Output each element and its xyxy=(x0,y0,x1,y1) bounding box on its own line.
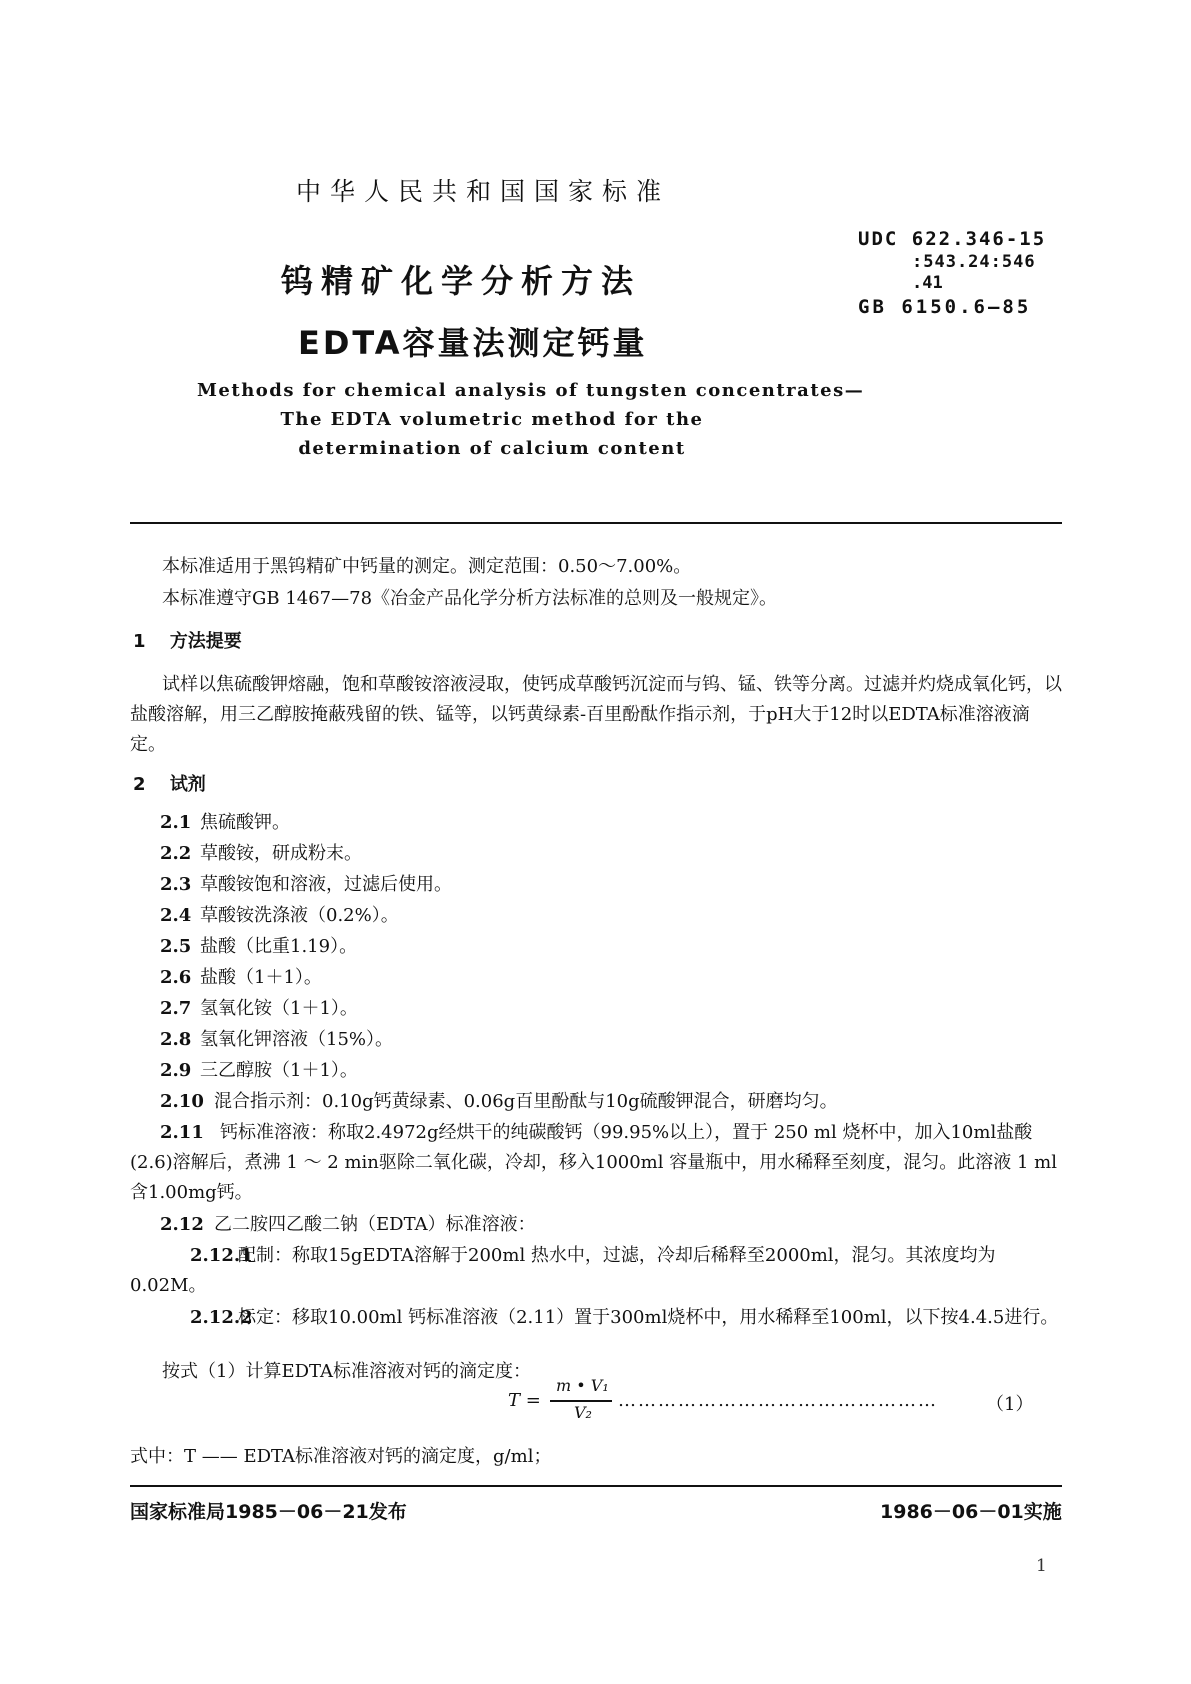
scope-paragraph: 本标准适用于黑钨精矿中钙量的测定。测定范围：0.50～7.00%。 xyxy=(162,556,692,577)
reagent-number: 2.8 xyxy=(160,1029,192,1050)
formula-numerator: m • V₁ xyxy=(556,1376,609,1395)
reagent-number: 2.7 xyxy=(160,998,192,1019)
implementation-date: 1986－06－01实施 xyxy=(880,1501,1062,1523)
section2-title: 试剂 xyxy=(169,774,206,795)
reagent-item xyxy=(160,963,322,989)
title-cn-line1: 钨精矿化学分析方法 xyxy=(281,262,642,300)
section1-body: 试样以焦硫酸钾熔融，饱和草酸铵溶液浸取，使钙成草酸钙沉淀而与钨、锰、铁等分离。过滤并灼烧成氧化钙，以盐酸溶解，用三乙醇胺掩蔽残留的铁、锰等，以钙黄绿素-百里酚酞作指示剂，于pH大于12时以EDTA标准溶液滴定。 xyxy=(130,674,1062,755)
reagent-number: 2.6 xyxy=(160,967,192,988)
section2-heading xyxy=(133,770,206,796)
header-divider xyxy=(130,522,1062,524)
page-number: 1 xyxy=(1036,1556,1047,1576)
section2-number: 2 xyxy=(133,774,146,795)
reagent-item xyxy=(160,1025,393,1051)
title-en-line2: The EDTA volumetric method for the xyxy=(280,409,704,430)
reagent-item-2-12-1 xyxy=(130,1241,1062,1301)
compliance-paragraph: 本标准遵守GB 1467—78《冶金产品化学分析方法标准的总则及一般规定》。 xyxy=(162,588,778,609)
reagent-text: 三乙醇胺（1＋1）。 xyxy=(200,1060,358,1081)
reagent-text: 焦硫酸钾。 xyxy=(200,812,290,833)
reagent-text: 氢氧化铵（1＋1）。 xyxy=(200,998,358,1019)
equation-number: （1） xyxy=(986,1394,1034,1415)
reagent-number: 2.4 xyxy=(160,905,192,926)
reagent-text: 标定：移取10.00ml 钙标准溶液（2.11）置于300ml烧杯中，用水稀释至100ml，以下按4.4.5进行。 xyxy=(238,1307,1059,1328)
reagent-number: 2.1 xyxy=(160,812,192,833)
reagent-item xyxy=(160,1087,838,1113)
formula-leader-dots: ………………………………………… xyxy=(618,1390,938,1411)
reagent-item xyxy=(160,839,362,865)
formula-denominator: V₂ xyxy=(574,1403,592,1422)
udc-code-line3: .41 xyxy=(912,273,943,293)
reagent-number: 2.12.1 xyxy=(190,1245,253,1266)
reagent-item-2-11 xyxy=(130,1118,1062,1208)
udc-code-line2: :543.24:546 xyxy=(912,252,1036,272)
reagent-number: 2.3 xyxy=(160,874,192,895)
reagent-item xyxy=(160,901,399,927)
reagent-text: 草酸铵，研成粉末。 xyxy=(200,843,362,864)
reagent-number: 2.2 xyxy=(160,843,192,864)
section1-heading xyxy=(133,627,242,653)
formula-lhs: T = xyxy=(508,1390,541,1411)
title-cn-line2: EDTA容量法测定钙量 xyxy=(298,324,648,362)
udc-code-line1: UDC 622.346-15 xyxy=(858,228,1047,250)
footer-divider xyxy=(130,1485,1062,1487)
reagent-number: 2.12.2 xyxy=(190,1307,253,1328)
title-en-line1: Methods for chemical analysis of tungsten concentrates— xyxy=(197,380,865,401)
reagent-item xyxy=(160,1056,358,1082)
formula-intro: 按式（1）计算EDTA标准溶液对钙的滴定度： xyxy=(162,1361,532,1382)
where-clause: 式中：T —— EDTA标准溶液对钙的滴定度，g/ml； xyxy=(130,1446,552,1467)
reagent-item-2-12-2 xyxy=(130,1303,1062,1333)
reagent-item xyxy=(160,870,452,896)
reagent-number: 2.12 xyxy=(160,1214,204,1235)
reagent-text: 氢氧化钾溶液（15%）。 xyxy=(200,1029,394,1050)
reagent-number: 2.10 xyxy=(160,1091,204,1112)
reagent-text: 盐酸（比重1.19）。 xyxy=(200,936,358,957)
fraction-bar xyxy=(550,1400,612,1402)
section1-number: 1 xyxy=(133,631,146,652)
reagent-number: 2.5 xyxy=(160,936,192,957)
titer-formula xyxy=(508,1376,1034,1422)
national-standard-heading: 中华人民共和国国家标准 xyxy=(296,177,671,206)
reagent-text: 盐酸（1＋1）。 xyxy=(200,967,322,988)
gb-standard-number: GB 6150.6—85 xyxy=(858,296,1032,318)
reagent-text: 钙标准溶液：称取2.4972g经烘干的纯碳酸钙（99.95%以上），置于 250 ml 烧杯中，加入10ml盐酸(2.6)溶解后，煮沸 1 ～ 2 min驱除二氧化碳，冷却，移入1000ml 容量瓶中，用水稀释至刻度，混匀。此溶液 1 ml含1.00mg钙。 xyxy=(130,1122,1057,1203)
reagent-item xyxy=(160,994,358,1020)
reagent-text: 草酸铵洗涤液（0.2%）。 xyxy=(200,905,399,926)
reagent-item xyxy=(160,808,290,834)
reagent-number: 2.9 xyxy=(160,1060,192,1081)
reagent-text: 乙二胺四乙酸二钠（EDTA）标准溶液： xyxy=(214,1214,536,1235)
issue-date: 国家标准局1985－06－21发布 xyxy=(130,1501,407,1523)
section1-title: 方法提要 xyxy=(169,631,242,652)
title-en-line3: determination of calcium content xyxy=(298,438,686,459)
reagent-text: 配制：称取15gEDTA溶解于200ml 热水中，过滤，冷却后稀释至2000ml，混匀。其浓度均为0.02M。 xyxy=(130,1245,996,1296)
reagent-item xyxy=(160,932,357,958)
reagent-item-2-12 xyxy=(160,1210,536,1236)
reagent-text: 混合指示剂：0.10g钙黄绿素、0.06g百里酚酞与10g硫酸钾混合，研磨均匀。 xyxy=(214,1091,838,1112)
reagent-text: 草酸铵饱和溶液，过滤后使用。 xyxy=(200,874,452,895)
reagent-number: 2.11 xyxy=(160,1122,204,1143)
